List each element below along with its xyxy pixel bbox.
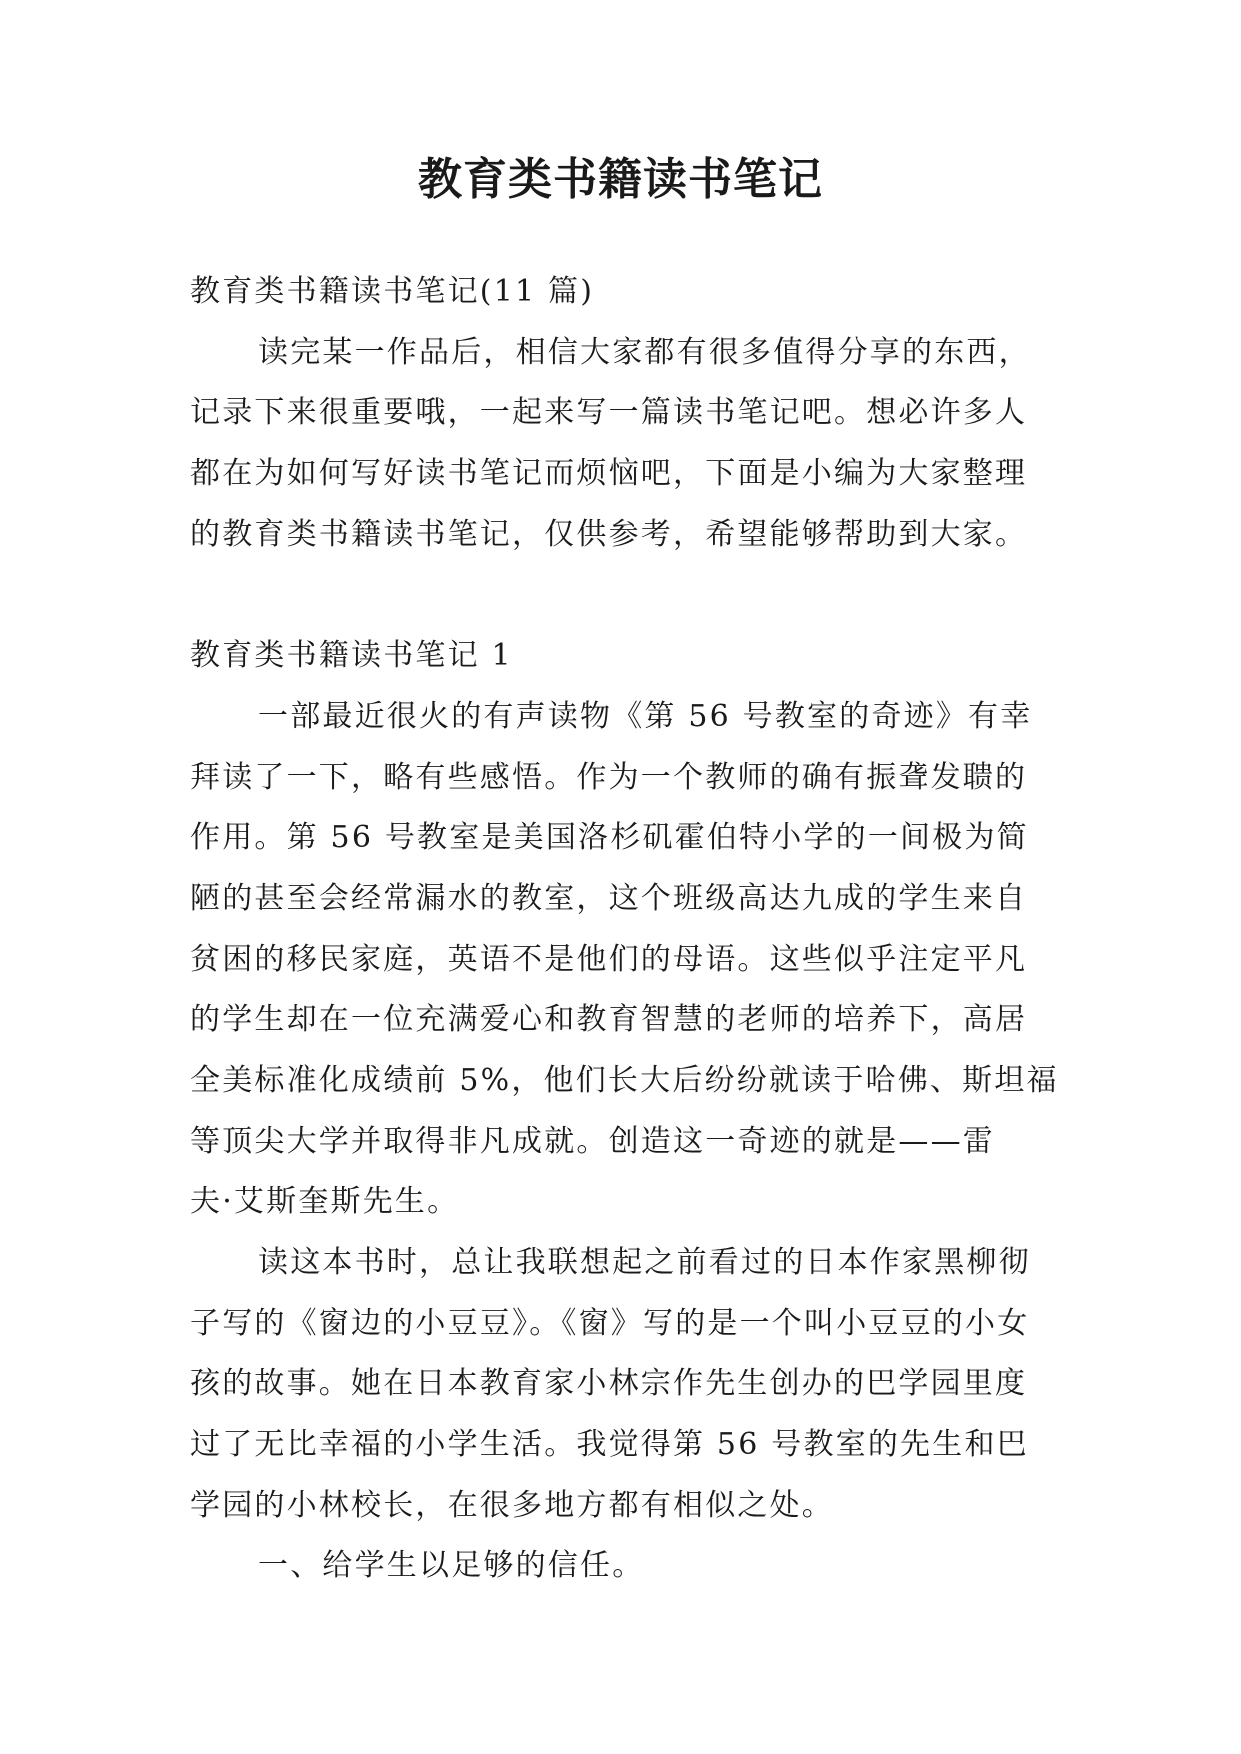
text-line: 全美标准化成绩前 5%，他们长大后纷纷就读于哈佛、斯坦福	[190, 1062, 1059, 1098]
text-line: 陋的甚至会经常漏水的教室，这个班级高达九成的学生来自	[190, 880, 1028, 916]
text-line: 学园的小林校长，在很多地方都有相似之处。	[190, 1487, 834, 1523]
text-line: 都在为如何写好读书笔记而烦恼吧，下面是小编为大家整理	[190, 456, 1028, 492]
text-line: 读完某一作品后，相信大家都有很多值得分享的东西，	[258, 334, 1031, 370]
text-line: 等顶尖大学并取得非凡成就。创造这一奇迹的就是——雷	[190, 1123, 995, 1159]
text-line: 夫·艾斯奎斯先生。	[190, 1184, 460, 1220]
text-line: 贫困的移民家庭，英语不是他们的母语。这些似乎注定平凡	[190, 941, 1028, 977]
text-line: 作用。第 56 号教室是美国洛杉矶霍伯特小学的一间极为简	[190, 820, 1029, 856]
text-line: 孩的故事。她在日本教育家小林宗作先生创办的巴学园里度	[190, 1366, 1028, 1402]
section-heading: 教育类书籍读书笔记 1	[190, 638, 513, 674]
text-line: 的学生却在一位充满爱心和教育智慧的老师的培养下，高居	[190, 1002, 1028, 1038]
text-line: 的教育类书籍读书笔记，仅供参考，希望能够帮助到大家。	[190, 516, 1028, 552]
text-line: 读这本书时，总让我联想起之前看过的日本作家黑柳彻	[258, 1245, 1031, 1280]
document-body	[190, 262, 1070, 1597]
text-line: 记录下来很重要哦，一起来写一篇读书笔记吧。想必许多人	[190, 395, 1028, 431]
text-line: 子写的《窗边的小豆豆》。《窗》写的是一个叫小豆豆的小女	[190, 1305, 1030, 1341]
document-title: 教育类书籍读书笔记	[418, 154, 823, 205]
text-line: 过了无比幸福的小学生活。我觉得第 56 号教室的先生和巴	[190, 1427, 1029, 1463]
text-line: 一、给学生以足够的信任。	[258, 1548, 645, 1584]
text-line: 一部最近很火的有声读物《第 56 号教室的奇迹》有幸	[258, 698, 1033, 734]
text-line: 教育类书籍读书笔记(11 篇)	[190, 274, 595, 309]
text-line: 拜读了一下，略有些感悟。作为一个教师的确有振聋发聩的	[190, 759, 1028, 795]
paragraph-gap	[190, 565, 1070, 626]
